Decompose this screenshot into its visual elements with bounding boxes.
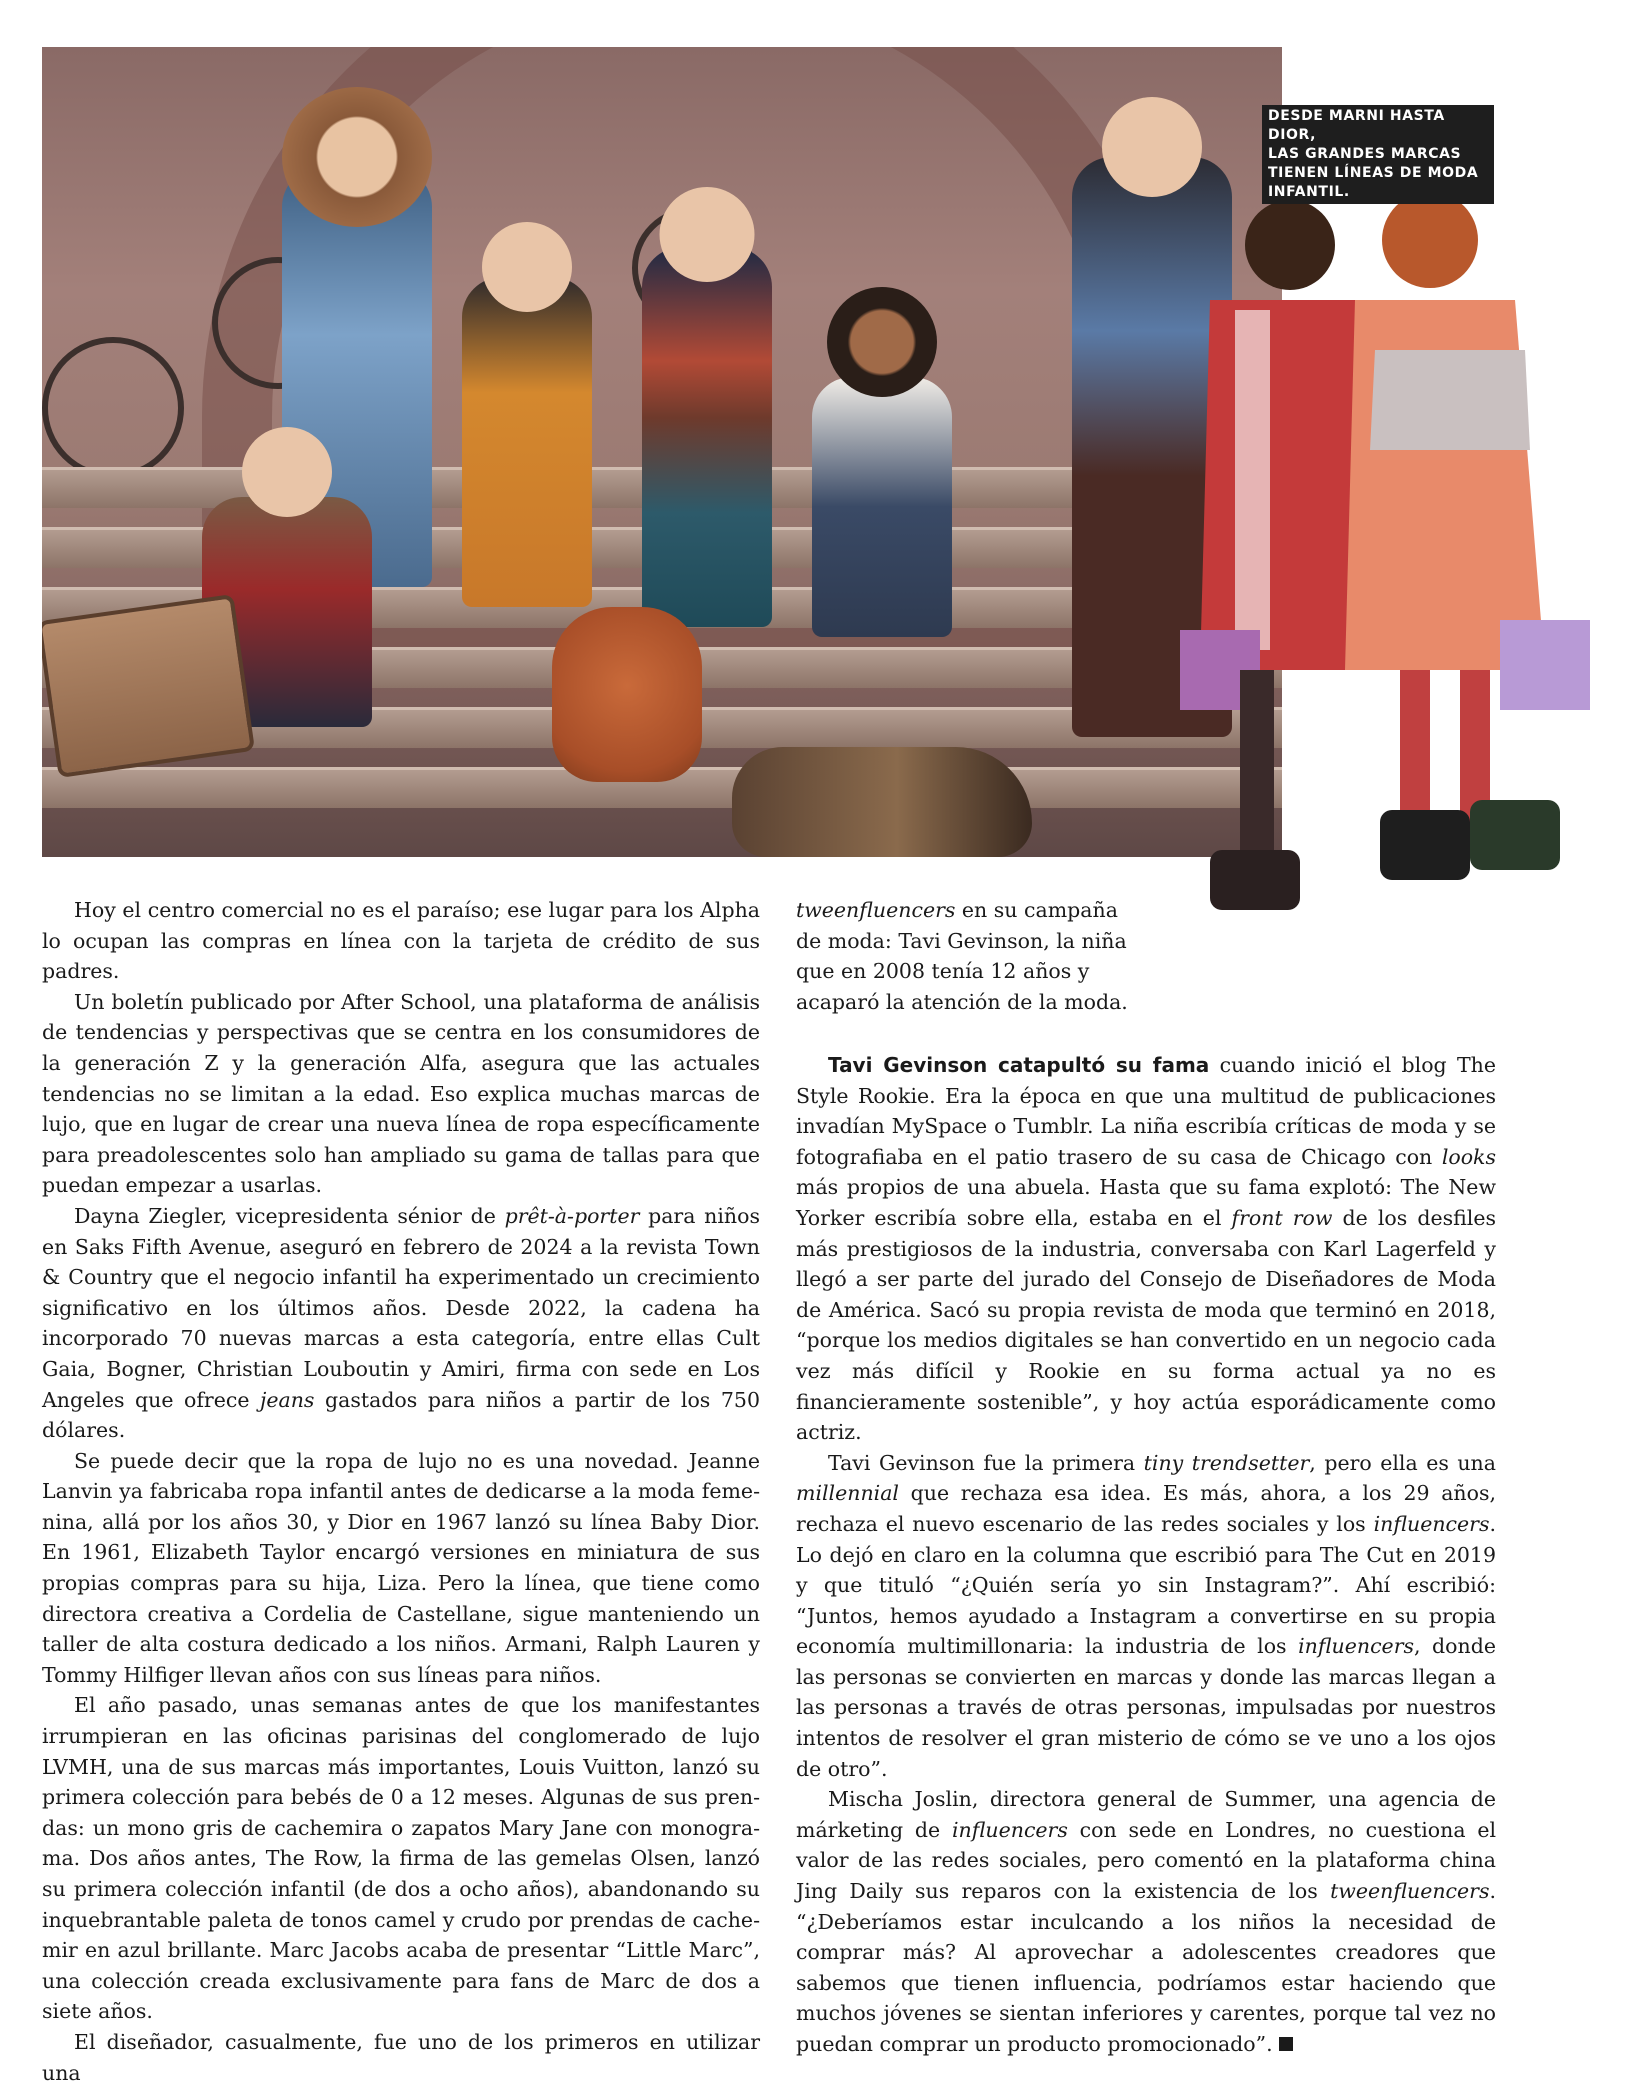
cutout-child-right bbox=[1345, 192, 1590, 880]
caption-line: TIENEN LÍNEAS DE MODA bbox=[1268, 165, 1479, 181]
bicycle-wheel bbox=[42, 337, 184, 479]
paragraph: Mischa Joslin, directora general de Summer, una agencia de márketing de influencers con sede en Londres, no cuestiona el valor de las redes sociales, pero comentó en la plataforma china Jing Daily sus reparos con la existencia de los tweenfluencers. “¿Deberíamos estar inculcando a los niños la necesidad de comprar más? Al aprovechar a adolescentes creadores que sabemos que tienen influencia, podríamos estar haciendo que muchos jóvenes se sientan inferiores y carentes, porque tal vez no puedan comprar un producto promocionado”. bbox=[796, 1787, 1497, 2056]
child-figure bbox=[812, 377, 952, 637]
basset-hound-dog bbox=[732, 747, 1032, 857]
paragraph: Hoy el centro comercial no es el paraíso; ese lugar para los Alpha lo ocupan las compras en línea con la tarjeta de crédito de sus padres. bbox=[42, 898, 760, 984]
cutout-children-figures bbox=[1140, 150, 1610, 930]
right-text-column bbox=[796, 1050, 1496, 2060]
photo-caption bbox=[1262, 105, 1494, 204]
paragraph: Dayna Ziegler, vicepresidenta sénior de prêt-à-porter para niños en Saks Fifth Avenue, aseguró en febrero de 2024 a la revista Town & Country que el negocio infantil ha experimentado un crecimiento significativo en los últimos años. Desde 2022, la cadena ha incorporado 70 nuevas marcas a esta categoría, entre ellas Cult Gaia, Bogner, Christian Louboutin y Amiri, firma con sede en Los Angeles que ofrece jeans gastados para niños a partir de los 750 dólares. bbox=[42, 1203, 760, 1443]
paragraph: El diseñador, casualmente, fue uno de los primeros en utilizar una bbox=[42, 2029, 760, 2085]
suitcase bbox=[42, 594, 255, 778]
hero-photo bbox=[42, 47, 1282, 857]
caption-line: LAS GRANDES MARCAS bbox=[1268, 146, 1462, 162]
teddy-bear bbox=[552, 607, 702, 782]
paragraph: El año pasado, unas semanas antes de que los manifestantes irrumpieran en las oficinas parisinas del conglomerado de lujo LVMH, una de sus marcas más importantes, Louis Vuitton, lanzó su primera colección para bebés de 0 a 12 meses. Algunas de sus prendas: un mono gris de cachemira o zapatos Mary Jane con monograma. Dos años antes, The Row, la firma de las gemelas Olsen, lanzó su primera colección infantil (de dos a ocho años), abandonando su inquebrantable paleta de tonos camel y crudo por prendas de cachemir en azul brillante. Marc Jacobs acaba de presentar “Little Marc”, una colección creada exclusivamente para fans de Marc de dos a siete años. bbox=[42, 1693, 760, 2024]
paragraph: Tavi Gevinson fue la primera tiny trendsetter, pero ella es una millennial que rechaza esa idea. Es más, ahora, a los 29 años, rechaza el nuevo escenario de las redes sociales y los influencers. Lo dejó en claro en la columna que escribió para The Cut en 2019 y que tituló “¿Quién sería yo sin Instagram?”. Ahí escribió: “Juntos, hemos ayudado a Instagram a convertirse en su propia economía multimillonaria: la industria de los influencers, donde las personas se convierten en marcas y donde las marcas llegan a las personas a través de otras personas, impulsadas por nuestros intentos de resolver el gran misterio de cómo se ve uno a los ojos de otro”. bbox=[796, 1450, 1496, 1781]
child-figure bbox=[462, 277, 592, 607]
paragraph: Un boletín publicado por After School, una plataforma de análisis de tendencias y perspectivas que se centra en los consumidores de la generación Z y la generación Alfa, asegura que las actuales tendencias no se limitan a la edad. Eso explica muchas marcas de lujo, que en lugar de crear una nueva línea de ropa específicamente para preadolescentes solo han ampliado su gama de tallas para que puedan empezar a usarlas. bbox=[42, 989, 760, 1198]
paragraph: tweenfluencers en su campaña de moda: Tavi Gevinson, la niña que en 2008 tenía 12 años y acaparó la atención de la moda. bbox=[796, 898, 1128, 1014]
lead-in: Tavi Gevinson catapultó su fama bbox=[828, 1053, 1210, 1077]
end-of-article-mark bbox=[1279, 2037, 1293, 2051]
left-text-column bbox=[42, 895, 760, 2088]
caption-line: INFANTIL. bbox=[1268, 184, 1350, 200]
caption-line: DESDE MARNI HASTA DIOR, bbox=[1268, 108, 1445, 143]
child-figure bbox=[642, 247, 772, 627]
paragraph: Tavi Gevinson catapultó su fama cuando inició el blog The Style Rookie. Era la época en que una multitud de publicaciones invadían MySpace o Tumblr. La niña escribía críticas de moda y se fotografiaba en el patio trasero de su casa de Chicago con looks más propios de una abuela. Hasta que su fama explotó: The New Yorker escribía sobre ella, estaba en el front row de los desfiles más prestigiosos de la industria, conversaba con Karl Lagerfeld y llegó a ser parte del jurado del Consejo de Diseñadores de Moda de América. Sacó su propia revista de moda que terminó en 2018, “porque los medios digitales se han convertido en un negocio cada vez más difícil y Rookie en su forma actual ya no es financieramente sostenible”, y hoy actúa esporádicamente como actriz. bbox=[796, 1053, 1496, 1445]
right-column-continuation bbox=[796, 895, 1134, 1017]
paragraph: Se puede decir que la ropa de lujo no es una novedad. Jeanne Lanvin ya fabricaba ropa infantil antes de dedicarse a la moda femenina, allá por los años 30, y Dior en 1967 lanzó su línea Baby Dior. En 1961, Elizabeth Taylor encargó versiones en miniatura de sus propias compras para su hija, Liza. Pero la línea, que tiene como directora creativa a Cordelia de Castellane, sigue manteniendo un taller de alta costura dedicado a los niños. Armani, Ralph Lauren y Tommy Hilfiger llevan años con sus líneas para niños. bbox=[42, 1448, 760, 1687]
